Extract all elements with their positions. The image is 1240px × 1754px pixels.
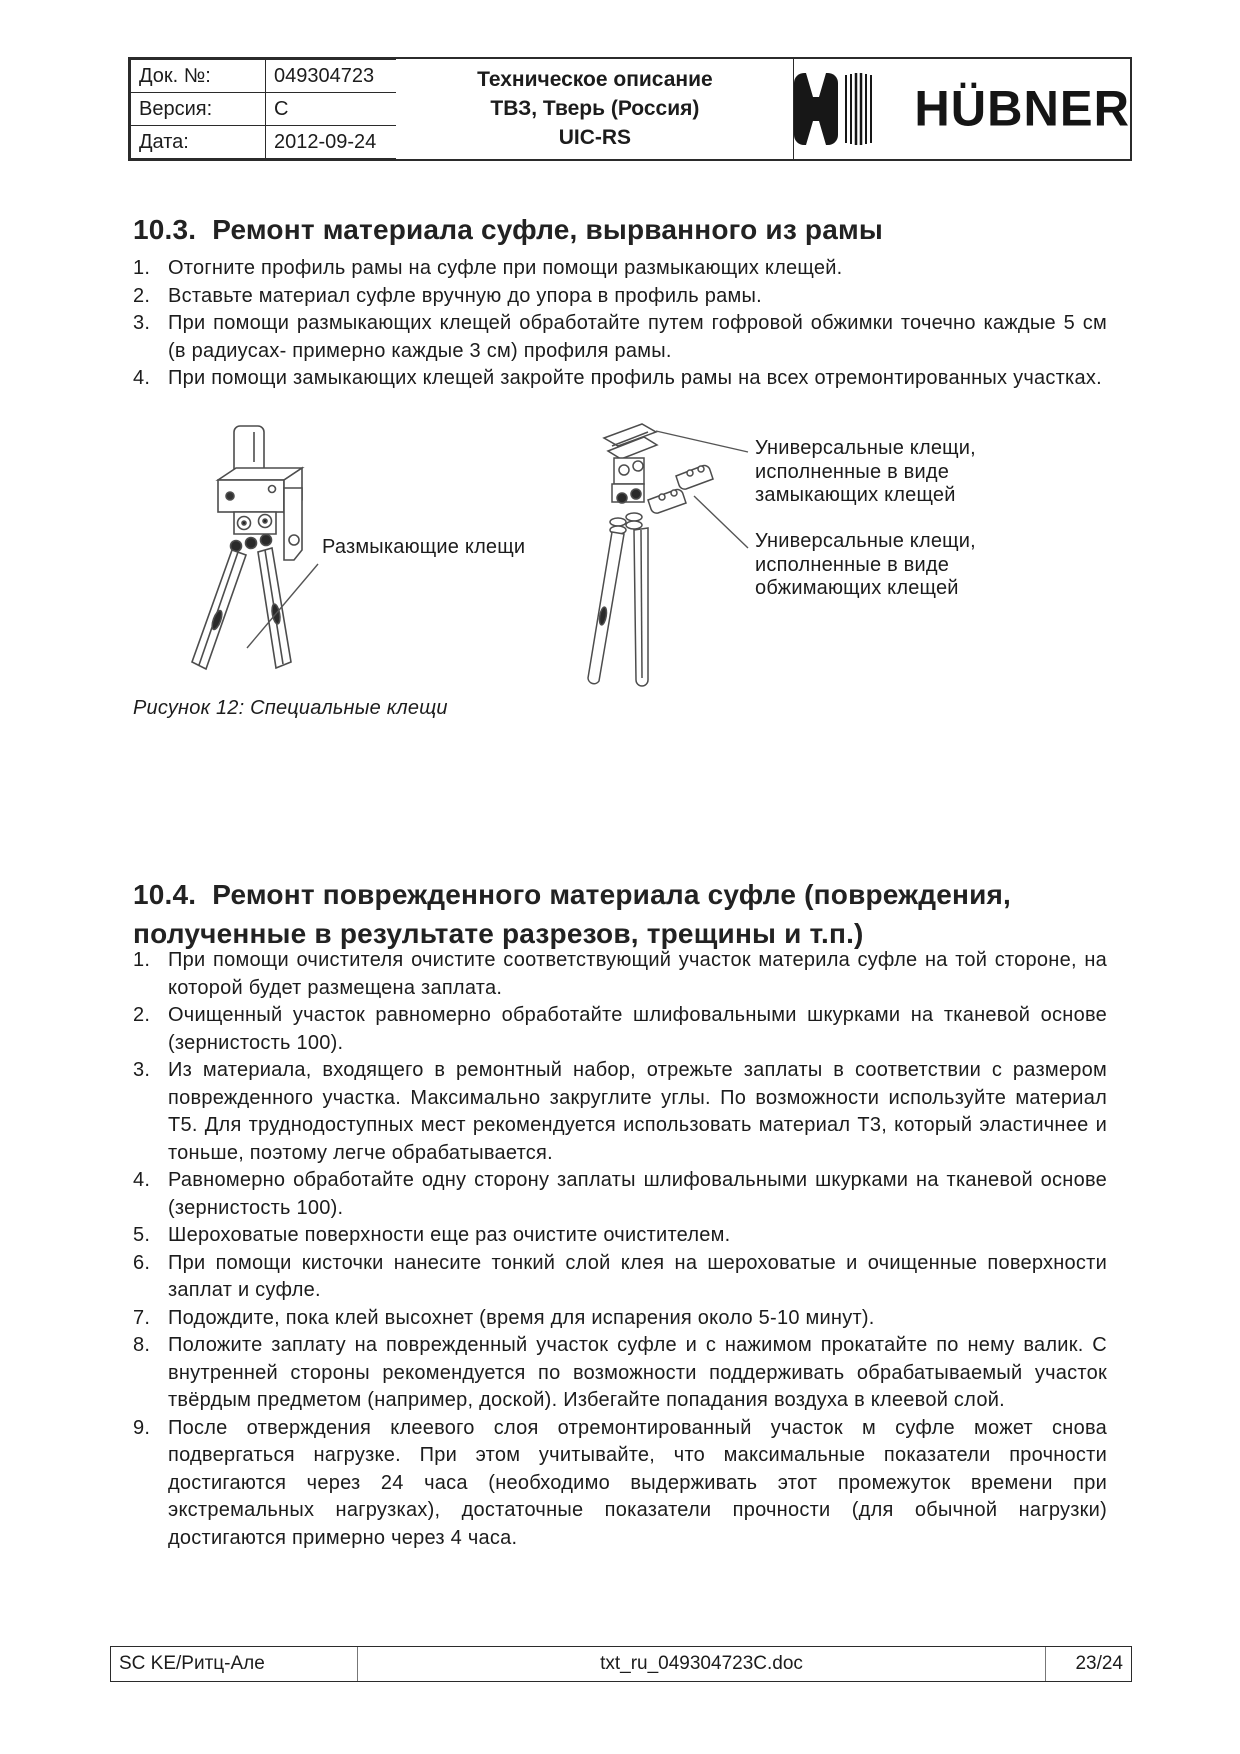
section-10-4-number: 10.4. [133, 879, 197, 910]
list-item-text: При помощи размыкающих клещей обработайте путем гофровой обжимки точечно каждые 5 см (в радиусах- примерно каждые 3 см) профиля рамы. [168, 312, 1107, 362]
list-item-text: Шероховатые поверхности еще раз очистите очистителем. [168, 1224, 731, 1246]
label-line: исполненные в виде [755, 553, 950, 576]
document-footer [110, 1646, 1132, 1682]
figure-special-pliers [0, 418, 1240, 710]
list-item-number: 5. [133, 1224, 151, 1246]
list-item-text: Положите заплату на поврежденный участок суфле и с нажимом прокатайте по нему валик. С внутренней стороны рекомендуется по возможности поддерживать обрабатываемый участок твёрдым предметом (например, доской). Избегайте попадания воздуха в клеевой слой. [168, 1334, 1107, 1411]
list-item-number: 1. [133, 257, 151, 279]
list-item [133, 1057, 1107, 1167]
label-line: обжимающих клещей [755, 577, 959, 599]
list-item [133, 310, 1107, 365]
leader-line-right-bottom [694, 496, 748, 548]
list-item [133, 1002, 1107, 1057]
figure-caption: Рисунок 12: Специальные клещи [133, 697, 448, 719]
doc-number-value: 049304723 [266, 60, 397, 93]
doc-version-row [131, 93, 397, 126]
huebner-logo-icon [794, 73, 906, 145]
doc-version-label: Версия: [131, 93, 266, 126]
list-item-number: 2. [133, 1004, 151, 1026]
company-logo [794, 59, 1130, 159]
section-10-3-number: 10.3. [133, 214, 197, 245]
doc-date-label: Дата: [131, 126, 266, 159]
list-item-number: 3. [133, 1059, 151, 1081]
list-item [133, 1250, 1107, 1305]
doc-version-value: C [266, 93, 397, 126]
figure-label-closing-pliers [755, 437, 976, 508]
list-item [133, 365, 1107, 393]
list-item [133, 1305, 1107, 1333]
list-item [133, 255, 1107, 283]
list-item-text: При помощи замыкающих клещей закройте профиль рамы на всех отремонтированных участках. [168, 367, 1102, 389]
label-line: Универсальные клещи, [755, 437, 976, 459]
figure-label-crimping-pliers [755, 530, 976, 601]
list-item-number: 9. [133, 1416, 151, 1439]
doc-title-line-3: UIC-RS [558, 126, 632, 150]
list-item [133, 283, 1107, 311]
list-item-number: 4. [133, 1169, 151, 1191]
section-10-4-title-line2: полученные в результате разрезов, трещины и т.п.) [133, 918, 864, 949]
list-item-text: При помощи очистителя очистите соответствующий участок материла суфле на той стороне, на которой будет размещена заплата. [168, 949, 1107, 999]
list-item-number: 2. [133, 284, 151, 307]
doc-date-value: 2012-09-24 [266, 126, 397, 159]
list-item-number: 7. [133, 1306, 151, 1329]
doc-title-line-2: ТВЗ, Тверь (Россия) [490, 96, 700, 120]
leader-line-right-top [656, 431, 748, 452]
list-item [133, 1332, 1107, 1415]
doc-number-label: Док. №: [131, 60, 266, 93]
list-item-text: При помощи кисточки нанесите тонкий слой клея на шероховатые и очищенные поверхности заплат и суфле. [168, 1251, 1107, 1301]
list-item-text: После отверждения клеевого слоя отремонтированный участок м суфле может снова подвергаться нагрузке. При этом учитывайте, что максимальные показатели прочности достигаются через 24 часа (необходимо выдерживать этот промежуток времени при экстремальных нагрузках), достаточные показатели прочности (для обычной нагрузки) достигаются примерно через 4 часа. [168, 1416, 1107, 1549]
list-item-number: 4. [133, 367, 151, 389]
label-line: Универсальные клещи, [755, 530, 976, 552]
doc-date-row [131, 126, 397, 159]
doc-title-line-1: Техническое описание [477, 67, 713, 91]
doc-meta-table [130, 59, 396, 159]
doc-number-row [131, 60, 397, 93]
list-item [133, 947, 1107, 1002]
section-10-4-heading [133, 875, 1133, 953]
list-item-number: 8. [133, 1334, 151, 1356]
list-item [133, 1167, 1107, 1222]
label-line: исполненные в виде [755, 460, 950, 483]
section-10-4-list [133, 947, 1107, 1552]
list-item-text: Отогните профиль рамы на суфле при помощи размыкающих клещей. [168, 257, 843, 279]
list-item-number: 1. [133, 949, 151, 971]
list-item-number: 3. [133, 312, 151, 334]
list-item-text: Равномерно обработайте одну сторону заплаты шлифовальными шкурками на тканевой основе (зернистость 100). [168, 1169, 1107, 1219]
section-10-3-list [133, 255, 1107, 393]
label-line: замыкающих клещей [755, 484, 956, 506]
doc-title-block [396, 59, 794, 159]
list-item-number: 6. [133, 1251, 151, 1274]
footer-author: SC KE/Ритц-Але [111, 1647, 358, 1681]
section-10-4-title-line1: Ремонт поврежденного материала суфле (повреждения, [212, 879, 1012, 910]
figure-label-opening-pliers: Размыкающие клещи [322, 536, 526, 558]
list-item [133, 1415, 1107, 1553]
list-item-text: Вставьте материал суфле вручную до упора в профиль рамы. [168, 284, 762, 307]
footer-filename: txt_ru_049304723C.doc [358, 1647, 1046, 1681]
list-item [133, 1222, 1107, 1250]
list-item-text: Подождите, пока клей высохнет (время для испарения около 5-10 минут). [168, 1306, 875, 1329]
section-10-3-heading [133, 210, 1133, 249]
list-item-text: Из материала, входящего в ремонтный набор, отрежьте заплаты в соответствии с размером поврежденного участка. Максимально закруглите углы. По возможности используйте материал Т5. Для труднодоступных мест рекомендуется использовать материал Т3, который эластичнее и тоньше, поэтому легче обрабатывается. [168, 1059, 1107, 1164]
section-10-3-title: Ремонт материала суфле, вырванного из рамы [212, 214, 884, 245]
huebner-logo-wordmark: HÜBNER [914, 81, 1130, 137]
document-header [128, 57, 1132, 161]
footer-page-number: 23/24 [1075, 1653, 1123, 1674]
list-item-text: Очищенный участок равномерно обработайте шлифовальными шкурками на тканевой основе (зернистость 100). [168, 1004, 1107, 1054]
